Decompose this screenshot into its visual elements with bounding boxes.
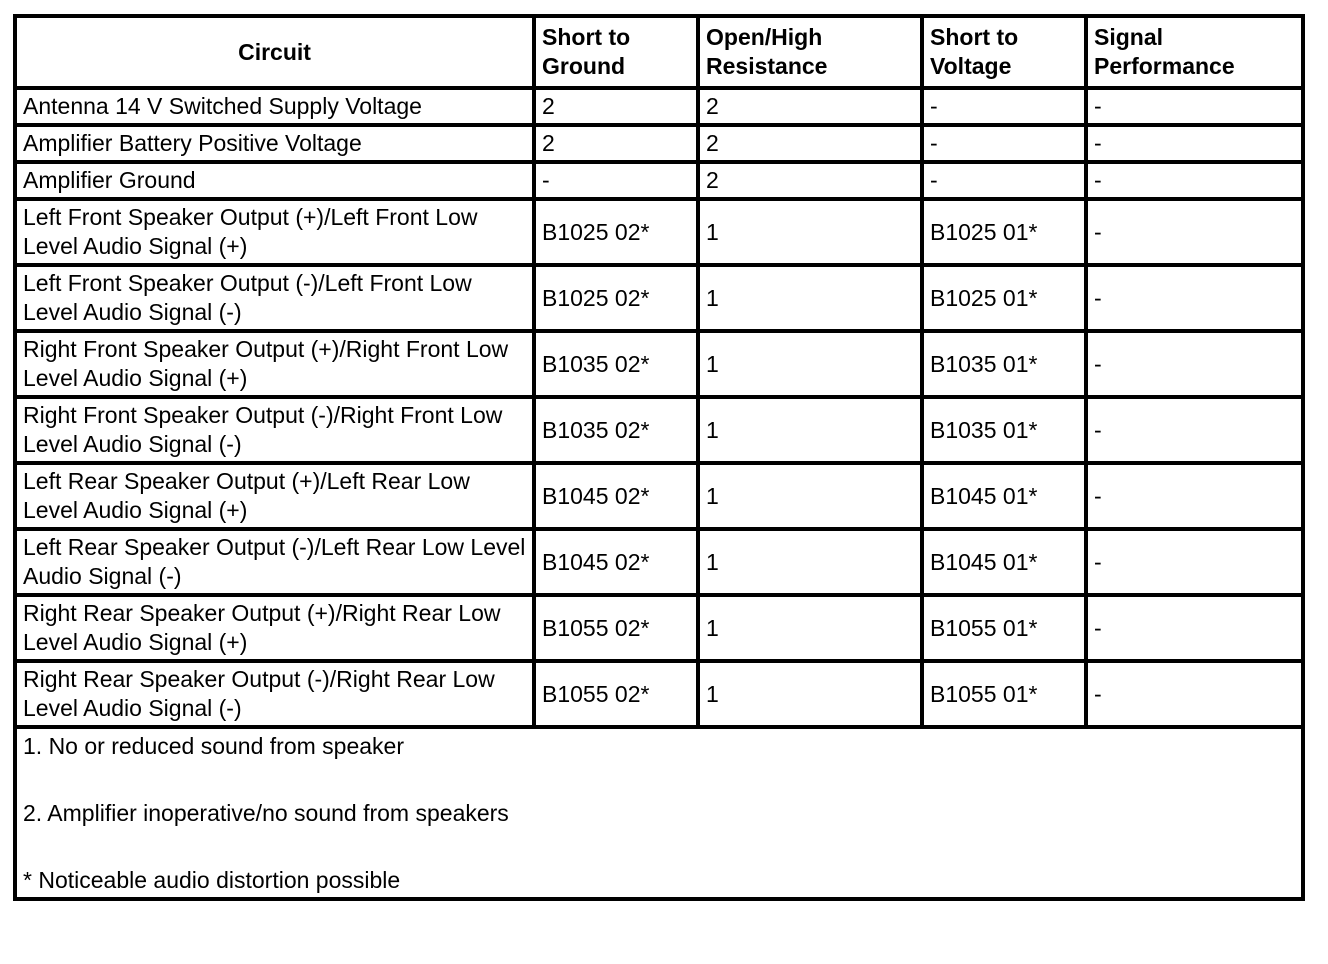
short-to-voltage-cell: B1045 01* [922, 529, 1086, 595]
table-row [15, 125, 1303, 162]
circuit-cell: Amplifier Ground [15, 162, 534, 199]
short-to-voltage-cell: - [922, 125, 1086, 162]
short-to-ground-cell: 2 [534, 125, 698, 162]
header-short-to-ground: Short to Ground [534, 16, 698, 88]
circuit-cell: Antenna 14 V Switched Supply Voltage [15, 88, 534, 125]
circuit-cell: Left Rear Speaker Output (+)/Left Rear Low Level Audio Signal (+) [15, 463, 534, 529]
note-1: 1. No or reduced sound from speaker [23, 732, 404, 759]
circuit-cell: Right Rear Speaker Output (-)/Right Rear Low Level Audio Signal (-) [15, 661, 534, 727]
signal-performance-cell: - [1086, 331, 1303, 397]
circuit-cell: Amplifier Battery Positive Voltage [15, 125, 534, 162]
open-high-resistance-cell: 2 [698, 88, 922, 125]
open-high-resistance-cell: 1 [698, 661, 922, 727]
table-row [15, 661, 1303, 727]
signal-performance-cell: - [1086, 463, 1303, 529]
short-to-voltage-cell: B1035 01* [922, 331, 1086, 397]
table-row [15, 595, 1303, 661]
signal-performance-cell: - [1086, 661, 1303, 727]
short-to-voltage-cell: B1025 01* [922, 265, 1086, 331]
circuit-cell: Right Front Speaker Output (-)/Right Front Low Level Audio Signal (-) [15, 397, 534, 463]
short-to-ground-cell: - [534, 162, 698, 199]
circuit-cell: Right Front Speaker Output (+)/Right Front Low Level Audio Signal (+) [15, 331, 534, 397]
short-to-ground-cell: B1025 02* [534, 199, 698, 265]
short-to-ground-cell: 2 [534, 88, 698, 125]
open-high-resistance-cell: 1 [698, 265, 922, 331]
note-asterisk: * Noticeable audio distortion possible [23, 866, 401, 893]
header-signal-performance: Signal Performance [1086, 16, 1303, 88]
open-high-resistance-cell: 1 [698, 463, 922, 529]
short-to-voltage-cell: B1045 01* [922, 463, 1086, 529]
short-to-voltage-cell: - [922, 88, 1086, 125]
header-circuit: Circuit [15, 16, 534, 88]
circuit-cell: Left Front Speaker Output (+)/Left Front Low Level Audio Signal (+) [15, 199, 534, 265]
signal-performance-cell: - [1086, 199, 1303, 265]
circuit-cell: Right Rear Speaker Output (+)/Right Rear Low Level Audio Signal (+) [15, 595, 534, 661]
table-row [15, 265, 1303, 331]
short-to-ground-cell: B1035 02* [534, 397, 698, 463]
table-row [15, 463, 1303, 529]
header-row [15, 16, 1303, 88]
open-high-resistance-cell: 1 [698, 199, 922, 265]
short-to-voltage-cell: B1035 01* [922, 397, 1086, 463]
short-to-ground-cell: B1055 02* [534, 595, 698, 661]
signal-performance-cell: - [1086, 162, 1303, 199]
table-row [15, 88, 1303, 125]
signal-performance-cell: - [1086, 88, 1303, 125]
signal-performance-cell: - [1086, 595, 1303, 661]
table-row [15, 199, 1303, 265]
circuit-cell: Left Front Speaker Output (-)/Left Front Low Level Audio Signal (-) [15, 265, 534, 331]
notes-cell [15, 727, 1303, 899]
open-high-resistance-cell: 1 [698, 331, 922, 397]
table-row [15, 397, 1303, 463]
notes-row [15, 727, 1303, 899]
open-high-resistance-cell: 1 [698, 595, 922, 661]
short-to-voltage-cell: B1025 01* [922, 199, 1086, 265]
short-to-voltage-cell: B1055 01* [922, 595, 1086, 661]
note-2: 2. Amplifier inoperative/no sound from speakers [23, 799, 509, 826]
short-to-ground-cell: B1055 02* [534, 661, 698, 727]
open-high-resistance-cell: 2 [698, 125, 922, 162]
table-row [15, 331, 1303, 397]
circuit-cell: Left Rear Speaker Output (-)/Left Rear Low Level Audio Signal (-) [15, 529, 534, 595]
open-high-resistance-cell: 1 [698, 397, 922, 463]
table-row [15, 529, 1303, 595]
signal-performance-cell: - [1086, 125, 1303, 162]
table-row [15, 162, 1303, 199]
circuit-diagnostic-table [13, 14, 1305, 901]
short-to-ground-cell: B1035 02* [534, 331, 698, 397]
header-short-to-voltage: Short to Voltage [922, 16, 1086, 88]
signal-performance-cell: - [1086, 529, 1303, 595]
short-to-voltage-cell: - [922, 162, 1086, 199]
signal-performance-cell: - [1086, 265, 1303, 331]
signal-performance-cell: - [1086, 397, 1303, 463]
short-to-ground-cell: B1025 02* [534, 265, 698, 331]
open-high-resistance-cell: 1 [698, 529, 922, 595]
header-open-high-resistance: Open/High Resistance [698, 16, 922, 88]
short-to-ground-cell: B1045 02* [534, 529, 698, 595]
short-to-voltage-cell: B1055 01* [922, 661, 1086, 727]
open-high-resistance-cell: 2 [698, 162, 922, 199]
short-to-ground-cell: B1045 02* [534, 463, 698, 529]
